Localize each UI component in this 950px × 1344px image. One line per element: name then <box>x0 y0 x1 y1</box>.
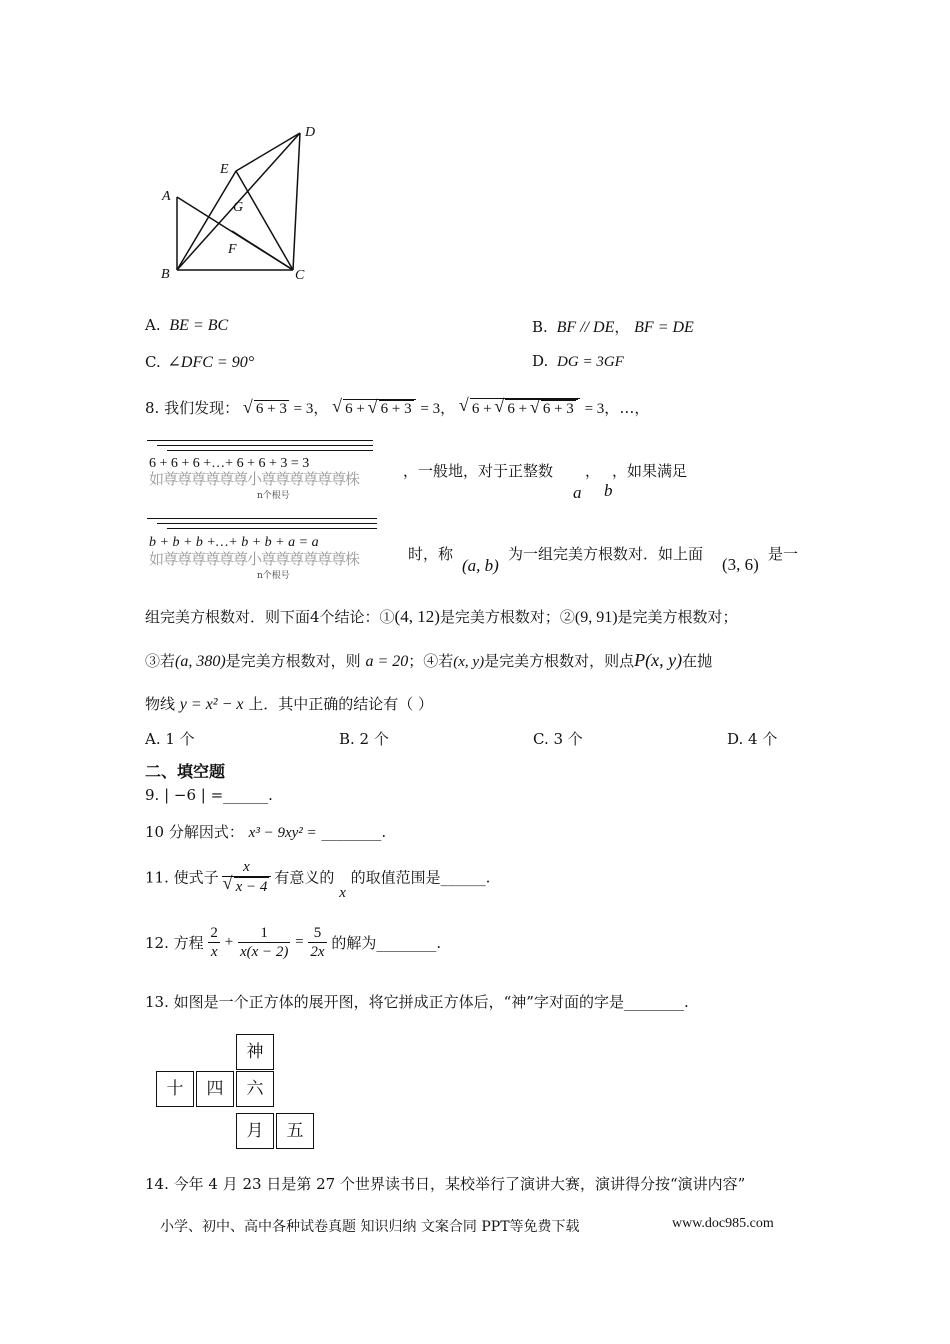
cell-liu: 六 <box>236 1071 274 1107</box>
segment-dc <box>293 133 300 270</box>
label-b: B <box>161 267 170 282</box>
var-b: b <box>604 481 613 500</box>
footer-text: 小学、初中、高中各种试卷真题 知识归纳 文案合同 PPT等免费下载 <box>160 1219 580 1235</box>
q8-line4: ③若(a, 380)是完美方根数对，则 a = 20；④若(x, y)是完美方根数对，则点P(x, y)在抛 <box>145 650 713 670</box>
cell-shen: 神 <box>236 1034 274 1070</box>
q8-line3: 组完美方根数对．则下面4个结论：①(4, 12)是完美方根数对；②(9, 91)是完美方根数对； <box>145 607 738 626</box>
geometry-figure <box>150 118 340 288</box>
pair-ab: (a, b) <box>462 556 499 575</box>
segment-ed <box>236 133 300 171</box>
option-d[interactable]: D. DG = 3GF <box>532 352 624 370</box>
watermark-text: 如尊尊尊尊尊尊小尊尊尊尊尊尊株 <box>149 470 360 488</box>
option-a[interactable]: A. BE = BC <box>145 316 229 334</box>
cell-wu: 五 <box>276 1113 314 1149</box>
q8-general-form-2: b + b + b +…+ b + b + a = a 如尊尊尊尊尊尊小尊尊尊尊尊尊株 n个根号 <box>147 518 382 578</box>
label-g: G <box>233 200 244 215</box>
watermark-text: 如尊尊尊尊尊尊小尊尊尊尊尊尊株 <box>149 550 360 568</box>
q8-option-b[interactable]: B. 2 个 <box>339 730 389 748</box>
q8-option-c[interactable]: C. 3 个 <box>533 730 583 748</box>
label-a: A <box>162 189 171 204</box>
q11: 11. 使式子 x √ x − 4 有意义的 x 的取值范围是______. <box>145 858 490 908</box>
q13: 13. 如图是一个正方体的展开图，将它拼成正方体后，“神”字对面的字是________. <box>145 993 689 1011</box>
segment-fc <box>232 231 293 270</box>
q12: 12. 方程 $\frac{2}{x}$ + $\frac{1}{x(x - 2)}$ = $\frac{5}{2x}$ 的解为________. <box>145 925 442 960</box>
label-d: D <box>305 125 316 140</box>
var-x: x <box>339 885 346 901</box>
cell-yue: 月 <box>236 1113 274 1149</box>
label-e: E <box>220 162 229 177</box>
q8-option-a[interactable]: A. 1 个 <box>145 730 195 748</box>
q10: 10 分解因式： x³ − 9xy² = ________. <box>145 823 387 841</box>
section-heading: 二、填空题 <box>145 762 226 781</box>
cell-shi: 十 <box>156 1071 194 1107</box>
cell-si: 四 <box>196 1071 234 1107</box>
label-c: C <box>295 268 305 283</box>
option-b[interactable]: B. BF // DE， BF = DE <box>532 318 694 336</box>
var-a: a <box>573 483 582 502</box>
q8-general-form-1: 6 + 6 + 6 +…+ 6 + 6 + 3 = 3 如尊尊尊尊尊尊小尊尊尊尊尊尊株 n个根号 <box>147 440 377 500</box>
q8-line5: 物线 y = x² − x 上．其中正确的结论有（ ） <box>145 695 434 713</box>
q8-option-d[interactable]: D. 4 个 <box>727 730 778 748</box>
option-c[interactable]: C. ∠DFC = 90° <box>145 353 255 371</box>
q8-line1: 8. 我们发现： √ 6 + 3 = 3， √ 6 + √ 6 + 3 = 3， √ 6 + √ 6 + √ 6 + 3 = 3，…， <box>145 397 649 418</box>
segment-ec <box>236 171 293 270</box>
q8-line2-text: ，一般地，对于正整数 <box>403 462 554 480</box>
label-f: F <box>228 242 237 257</box>
q9: 9. | −6 | =______. <box>145 786 273 804</box>
footer-link[interactable]: www.doc985.com <box>672 1216 774 1231</box>
q14: 14. 今年 4 月 23 日是第 27 个世界读书日，某校举行了演讲大赛，演讲得分按“演讲内容” <box>145 1175 746 1193</box>
pair-36: (3, 6) <box>722 555 759 574</box>
